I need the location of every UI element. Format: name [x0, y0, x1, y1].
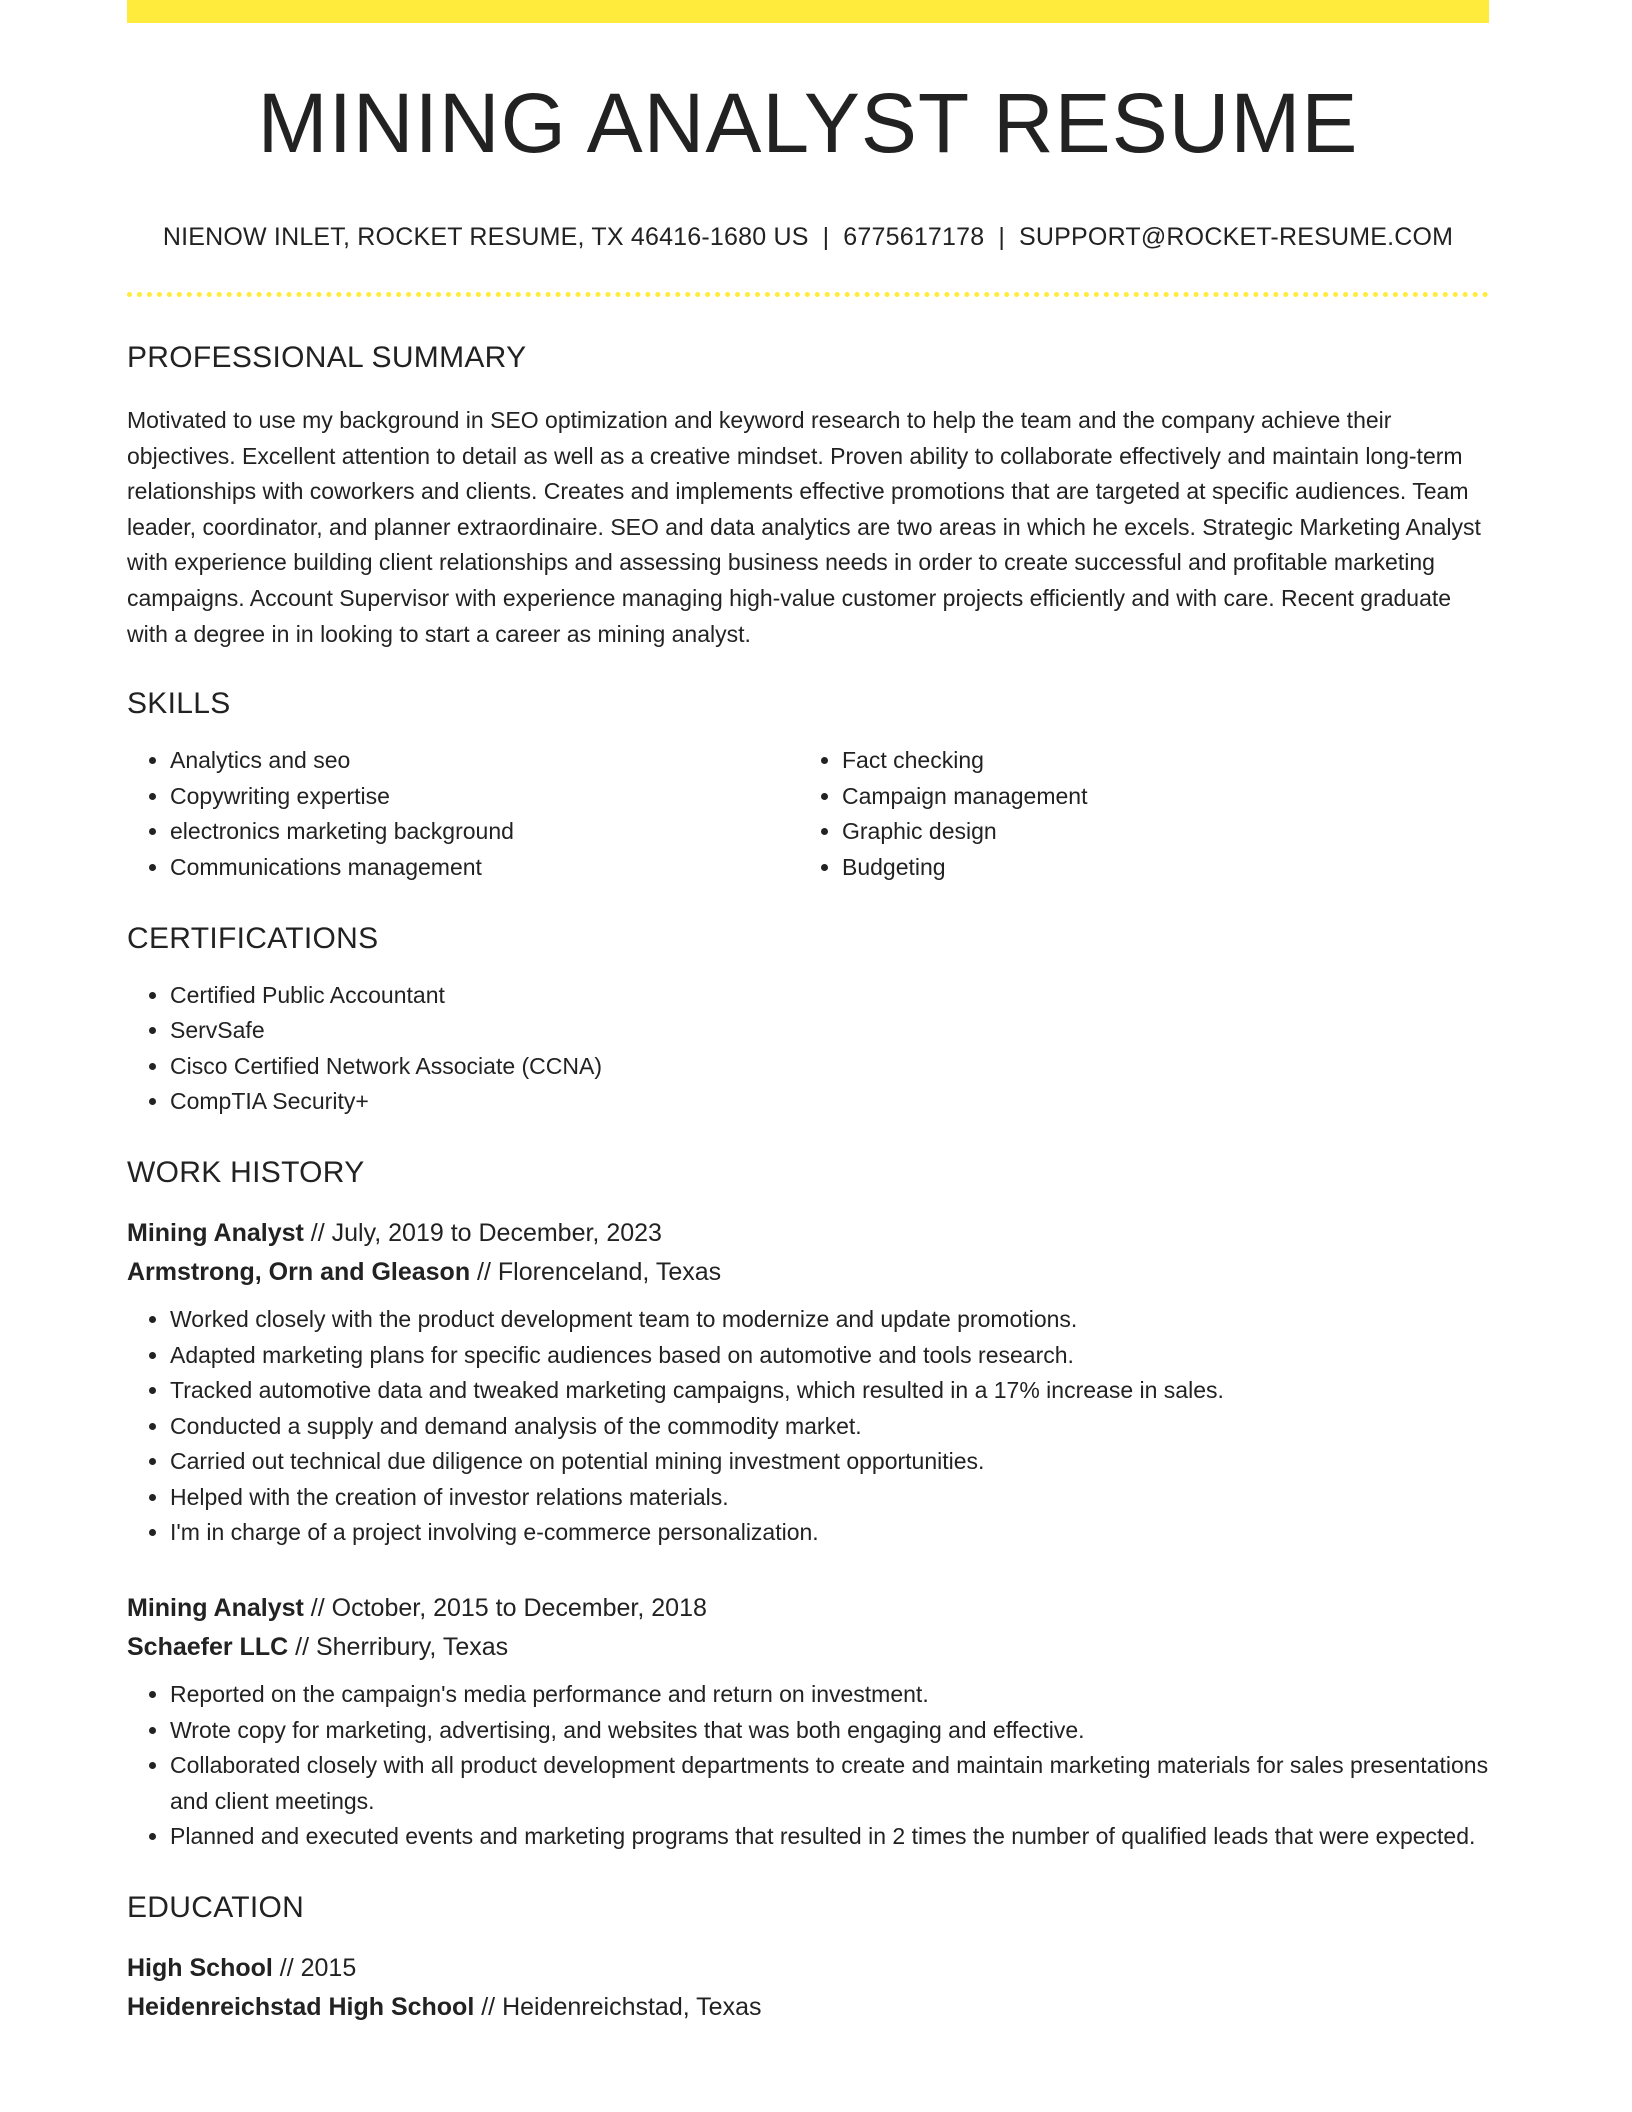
contact-email: SUPPORT@ROCKET-RESUME.COM: [1019, 223, 1454, 251]
certification-item: • CompTIA Security+: [170, 1084, 1489, 1120]
skill-item: • Copywriting expertise: [170, 779, 799, 815]
summary-text: Motivated to use my background in SEO optimization and keyword research to help the team and the company achieve their objectives. Excellent attention to detail as well as a creative mindset. Proven ability to collaborate effectively and maintain long-term relationships with coworkers and clients. Creates and implements effective promotions that are targeted at specific audiences. Team leader, coordinator, and planner extraordinaire. SEO and data analytics are two areas in which he excels. Strategic Marketing Analyst with experience building client relationships and assessing business needs in order to create successful and profitable marketing campaigns. Account Supervisor with experience managing high-value customer projects efficiently and with care. Recent graduate with a degree in in looking to start a career as mining analyst.: [127, 407, 1481, 647]
skills-grid: [127, 743, 1489, 885]
job-position: Mining Analyst: [127, 1594, 304, 1623]
job-bullet: • Worked closely with the product development team to modernize and update promotions.: [170, 1302, 1489, 1338]
contact-phone: 6775617178: [843, 223, 985, 251]
certifications-list: [127, 978, 1489, 1120]
job-position-line: [127, 1589, 1489, 1628]
contact-line: [127, 225, 1489, 250]
contact-separator: |: [998, 223, 1006, 251]
job-bullet: • Conducted a supply and demand analysis of the commodity market.: [170, 1409, 1489, 1445]
skills-list-right: [799, 743, 1471, 885]
job-company: Schaefer LLC: [127, 1633, 289, 1662]
job-dates: // July, 2019 to December, 2023: [303, 1218, 662, 1247]
skill-item: • Campaign management: [842, 779, 1471, 815]
job-position-line: [127, 1214, 1489, 1253]
job-bullet: • Planned and executed events and marketing programs that resulted in 2 times the number of qualified leads that were expected.: [170, 1819, 1489, 1855]
job-bullet: • Helped with the creation of investor relations materials.: [170, 1480, 1489, 1516]
certification-item: • Cisco Certified Network Associate (CCNA): [170, 1049, 1489, 1085]
education-year: // 2015: [272, 1954, 357, 1983]
job-bullet: • Carried out technical due diligence on potential mining investment opportunities.: [170, 1444, 1489, 1480]
education-degree-line: [127, 1949, 1489, 1988]
education-degree: High School: [127, 1954, 273, 1983]
contact-address: NIENOW INLET, ROCKET RESUME, TX 46416-1680 US: [162, 223, 809, 251]
skill-item: • electronics marketing background: [170, 814, 799, 850]
resume-title: MINING ANALYST RESUME: [257, 76, 1359, 170]
dotted-divider: [127, 292, 1489, 297]
education-heading: EDUCATION: [127, 1891, 305, 1925]
job-entry: [127, 1214, 1489, 1551]
education-entry: [127, 1949, 1489, 2027]
skills-heading: SKILLS: [127, 687, 231, 721]
job-bullet: • Reported on the campaign's media performance and return on investment.: [170, 1677, 1489, 1713]
skill-item: • Graphic design: [842, 814, 1471, 850]
job-position: Mining Analyst: [127, 1218, 304, 1247]
education-school: Heidenreichstad High School: [127, 1993, 475, 2022]
job-bullet: • Collaborated closely with all product development departments to create and maintain marketing materials for sales presentations and client meetings.: [170, 1748, 1489, 1819]
education-location: // Heidenreichstad, Texas: [474, 1993, 762, 2022]
job-bullet: • I'm in charge of a project involving e-commerce personalization.: [170, 1515, 1489, 1551]
skill-item: • Budgeting: [842, 850, 1471, 886]
skill-item: • Fact checking: [842, 743, 1471, 779]
job-bullet: • Tracked automotive data and tweaked marketing campaigns, which resulted in a 17% increase in sales.: [170, 1373, 1489, 1409]
job-location: // Sherribury, Texas: [288, 1633, 509, 1662]
certifications-heading: CERTIFICATIONS: [127, 921, 379, 955]
contact-separator: |: [822, 223, 830, 251]
job-bullet: • Wrote copy for marketing, advertising, and websites that was both engaging and effective.: [170, 1713, 1489, 1749]
job-company: Armstrong, Orn and Gleason: [127, 1257, 471, 1286]
skill-item: • Analytics and seo: [170, 743, 799, 779]
skill-item: • Communications management: [170, 850, 799, 886]
job-dates: // October, 2015 to December, 2018: [303, 1594, 707, 1623]
job-company-line: [127, 1253, 1489, 1292]
summary-heading: PROFESSIONAL SUMMARY: [127, 341, 527, 374]
education-school-line: [127, 1988, 1489, 2027]
resume-page: [127, 0, 1489, 2027]
certification-item: • Certified Public Accountant: [170, 978, 1489, 1014]
job-company-line: [127, 1628, 1489, 1667]
top-accent-bar: [127, 0, 1489, 23]
job-location: // Florenceland, Texas: [470, 1257, 722, 1286]
certification-item: • ServSafe: [170, 1013, 1489, 1049]
work-history-heading: WORK HISTORY: [127, 1155, 365, 1189]
job-bullets: [127, 1302, 1489, 1551]
job-entry: [127, 1589, 1489, 1855]
job-bullets: [127, 1677, 1489, 1855]
job-bullet: • Adapted marketing plans for specific audiences based on automotive and tools research.: [170, 1338, 1489, 1374]
skills-list-left: [127, 743, 799, 885]
